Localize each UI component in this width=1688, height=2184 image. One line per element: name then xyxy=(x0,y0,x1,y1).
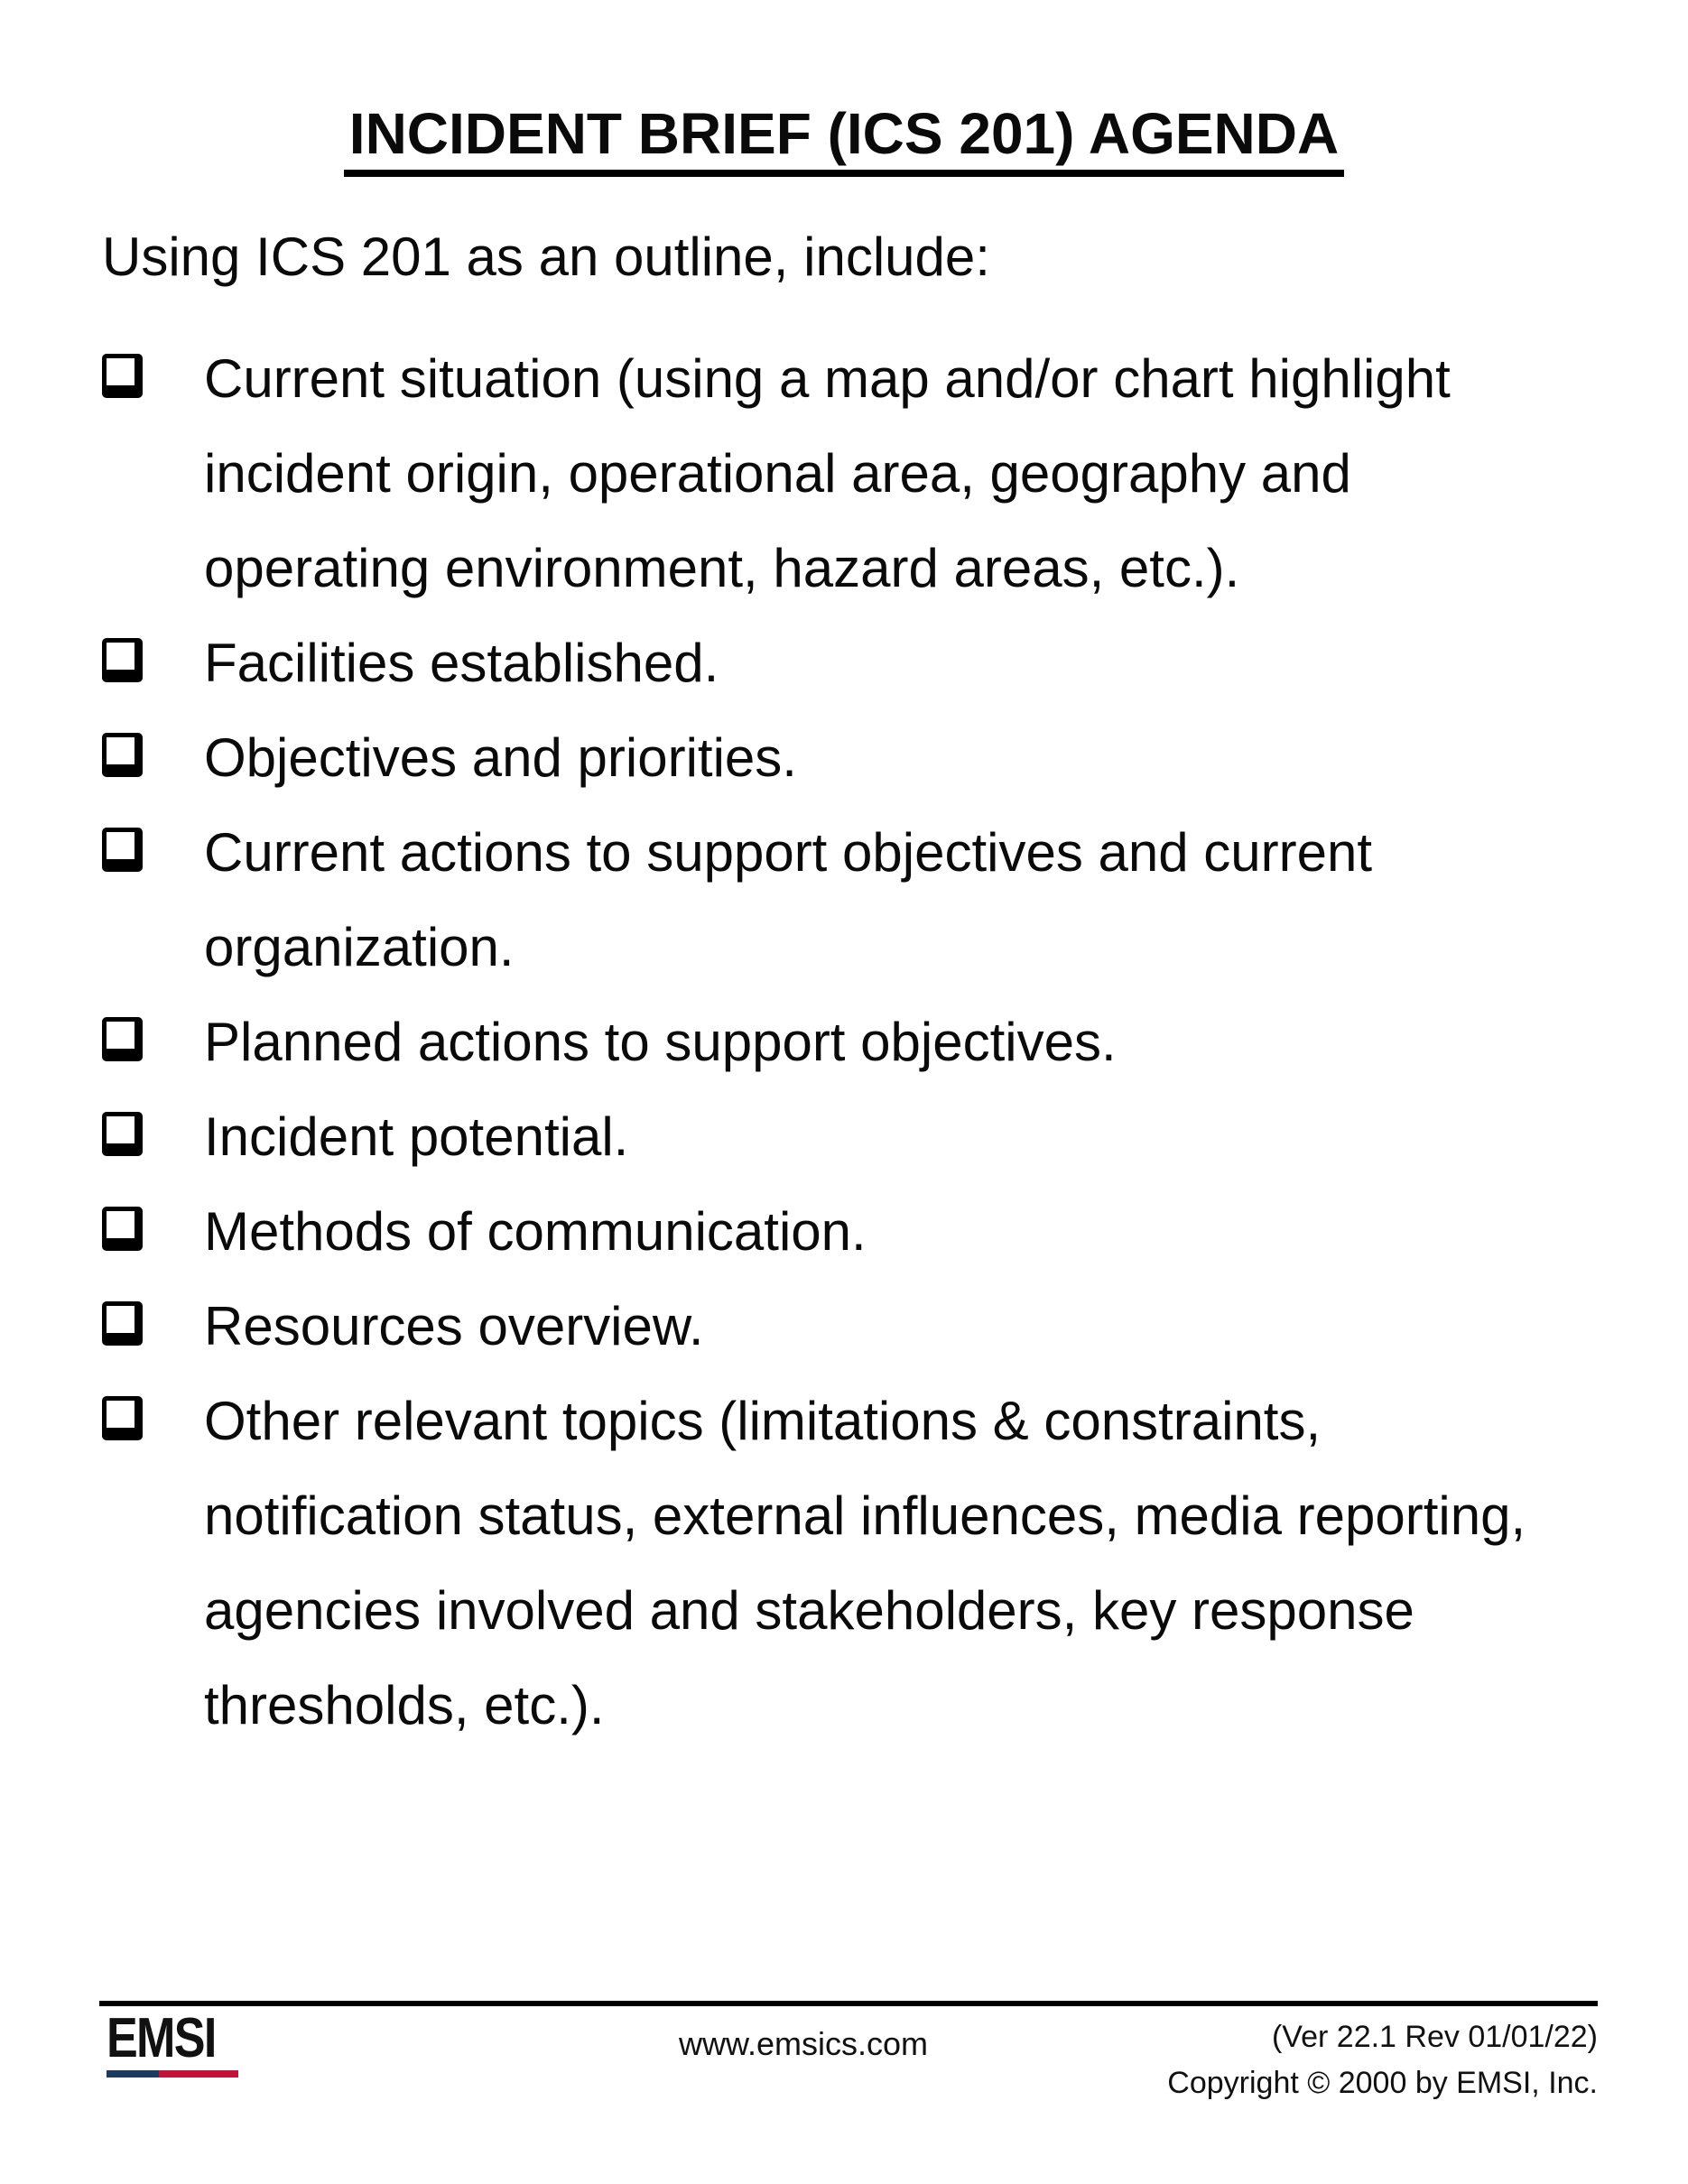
page-title: INCIDENT BRIEF (ICS 201) AGENDA xyxy=(344,105,1344,177)
checkbox-bullet-icon xyxy=(102,828,143,872)
footer-divider xyxy=(99,2001,1598,2006)
agenda-item-text: Current situation (using a map and/or chart highlight incident origin, operational area, geography and operating environment, hazard areas, etc.). xyxy=(204,348,1451,598)
agenda-item xyxy=(102,1279,1688,1374)
footer-version: (Ver 22.1 Rev 01/01/22) xyxy=(1271,2020,1598,2054)
checkbox-bullet-icon xyxy=(102,1396,143,1440)
agenda-item-text: Resources overview. xyxy=(204,1296,704,1356)
agenda-item xyxy=(102,615,1688,710)
agenda-item-text: Current actions to support objectives and current organization. xyxy=(204,822,1373,977)
agenda-item xyxy=(102,331,1688,615)
checkbox-bullet-icon xyxy=(102,638,143,682)
agenda-list xyxy=(0,331,1688,1753)
agenda-item-text: Facilities established. xyxy=(204,633,719,693)
checkbox-bullet-icon xyxy=(102,1112,143,1156)
agenda-item xyxy=(102,805,1688,995)
agenda-item xyxy=(102,995,1688,1089)
checkbox-bullet-icon xyxy=(102,1207,143,1251)
agenda-item-text: Other relevant topics (limitations & constraints, notification status, external influences, media reporting, agencies involved and stakeholders, key response thresholds, etc.). xyxy=(204,1391,1526,1735)
agenda-item xyxy=(102,710,1688,805)
logo-bar-red-segment xyxy=(159,2070,238,2078)
emsi-logo-bar xyxy=(107,2070,238,2078)
agenda-item-text: Objectives and priorities. xyxy=(204,727,797,788)
agenda-item-text: Planned actions to support objectives. xyxy=(204,1012,1117,1072)
agenda-item xyxy=(102,1184,1688,1279)
agenda-item-text: Incident potential. xyxy=(204,1106,629,1167)
agenda-item xyxy=(102,1089,1688,1184)
logo-bar-navy-segment xyxy=(107,2070,159,2078)
checkbox-bullet-icon xyxy=(102,733,143,777)
checkbox-bullet-icon xyxy=(102,1301,143,1346)
checkbox-bullet-icon xyxy=(102,1017,143,1061)
title-wrap xyxy=(0,0,1688,177)
footer-website: www.emsics.com xyxy=(678,2025,929,2062)
agenda-item xyxy=(102,1374,1688,1753)
agenda-item-text: Methods of communication. xyxy=(204,1201,867,1262)
footer-copyright: Copyright © 2000 by EMSI, Inc. xyxy=(1167,2066,1598,2100)
emsi-logo-text: EMSI xyxy=(107,2007,216,2069)
footer-version-block xyxy=(1167,2014,1598,2106)
checkbox-bullet-icon xyxy=(102,354,143,398)
intro-line: Using ICS 201 as an outline, include: xyxy=(102,227,990,287)
